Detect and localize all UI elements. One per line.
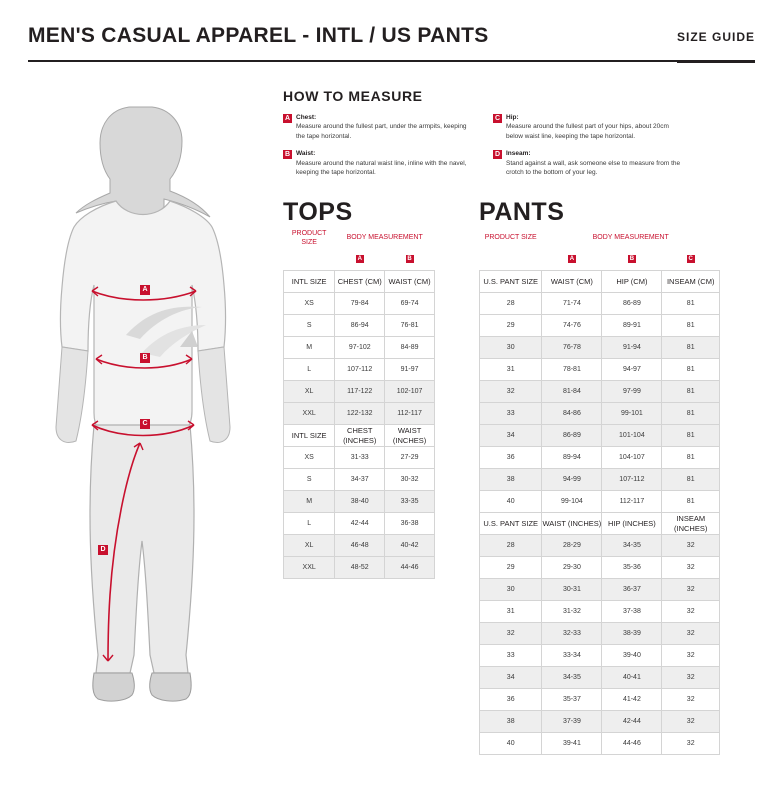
table-row [284,337,435,359]
mannequin-svg [30,95,270,715]
size-guide-underline [677,60,755,63]
cell-hip: 89-91 [602,315,662,337]
cell-size: L [284,359,335,381]
cell-size: XL [284,381,335,403]
cell-hip: 99-101 [602,403,662,425]
cell-hip: 35-36 [602,557,662,579]
table-row [480,447,720,469]
table-row [480,337,720,359]
page-header [28,18,755,62]
pants-cm-col-size: U.S. PANT SIZE [480,271,542,293]
cell-size: 40 [480,733,542,755]
table-row [284,447,435,469]
measure-tag-b: B [140,353,150,363]
cell-waist: 37-39 [542,711,602,733]
table-row [480,667,720,689]
cell-hip: 36-37 [602,579,662,601]
cell-inseam: 32 [662,535,720,557]
measure-tag-a: A [140,285,150,295]
how-to-item-waist-text: Measure around the natural waist line, inline with the navel, keeping the tape horizontal. [296,159,467,177]
cell-size: S [284,469,335,491]
tops-cm-col-size: INTL SIZE [284,271,335,293]
table-row [480,601,720,623]
cell-size: M [284,491,335,513]
cell-size: 32 [480,381,542,403]
cell-chest: 79-84 [335,293,385,315]
cell-waist: 28-29 [542,535,602,557]
cell-waist: 29-30 [542,557,602,579]
cell-waist: 94-99 [542,469,602,491]
pants-in-col-waist: WAIST (INCHES) [542,513,602,535]
cell-waist: 99-104 [542,491,602,513]
table-row [480,623,720,645]
table-row [480,425,720,447]
header-divider [28,60,755,62]
cell-waist: 31-32 [542,601,602,623]
cell-waist: 81-84 [542,381,602,403]
cell-inseam: 32 [662,557,720,579]
cell-inseam: 81 [662,491,720,513]
cell-chest: 107-112 [335,359,385,381]
pants-section-title: PANTS [479,198,565,226]
cell-size: 40 [480,491,542,513]
cell-size: 30 [480,337,542,359]
table-row [480,359,720,381]
cell-hip: 112-117 [602,491,662,513]
cell-hip: 94-97 [602,359,662,381]
pants-in-col-inseam: INSEAM (INCHES) [662,513,720,535]
cell-waist: 39-41 [542,733,602,755]
cell-inseam: 81 [662,425,720,447]
cell-size: 33 [480,403,542,425]
cell-waist: 32-33 [542,623,602,645]
tops-section-title: TOPS [283,198,353,226]
cell-waist: 27-29 [385,447,435,469]
table-row [480,579,720,601]
cell-waist: 40-42 [385,535,435,557]
cell-hip: 104-107 [602,447,662,469]
how-to-item-waist [283,149,473,177]
cell-chest: 31-33 [335,447,385,469]
pants-header-product-size: PRODUCT SIZE [484,234,537,242]
tops-in-col-waist: WAIST (INCHES) [385,425,435,447]
how-to-item-chest-label: Chest: [296,114,317,121]
cell-chest: 42-44 [335,513,385,535]
cell-size: XS [284,447,335,469]
cell-inseam: 32 [662,601,720,623]
table-row [284,469,435,491]
cell-inseam: 81 [662,469,720,491]
table-row [480,381,720,403]
table-row [284,403,435,425]
cell-size: XXL [284,557,335,579]
cell-hip: 97-99 [602,381,662,403]
cell-waist: 36-38 [385,513,435,535]
pants-in-col-hip: HIP (INCHES) [602,513,662,535]
cell-inseam: 32 [662,711,720,733]
table-row [480,469,720,491]
cell-chest: 97-102 [335,337,385,359]
table-row [284,513,435,535]
how-to-item-hip-text: Measure around the fullest part of your hips, about 20cm below waist line, keeping the tape horizontal. [506,123,669,140]
cell-inseam: 32 [662,623,720,645]
how-to-item-inseam [493,149,683,177]
pants-tag-b: B [629,256,635,262]
pants-header-body-measurement: BODY MEASUREMENT [592,234,669,242]
cell-waist: 30-32 [385,469,435,491]
cell-inseam: 32 [662,667,720,689]
table-row [284,491,435,513]
cell-hip: 39-40 [602,645,662,667]
tops-size-table [283,228,435,579]
cell-waist: 89-94 [542,447,602,469]
cell-waist: 69-74 [385,293,435,315]
table-row [480,711,720,733]
cell-chest: 86-94 [335,315,385,337]
how-to-measure-heading: HOW TO MEASURE [283,88,423,104]
cell-hip: 38-39 [602,623,662,645]
cell-size: 30 [480,579,542,601]
cell-waist: 30-31 [542,579,602,601]
how-to-item-hip-label: Hip: [506,114,519,121]
pants-in-col-size: U.S. PANT SIZE [480,513,542,535]
cell-size: 36 [480,447,542,469]
tag-c-icon: C [494,115,501,122]
table-row [480,733,720,755]
cell-inseam: 32 [662,579,720,601]
table-row [480,557,720,579]
cell-size: 31 [480,601,542,623]
pants-cm-col-inseam: INSEAM (CM) [662,271,720,293]
cell-inseam: 32 [662,733,720,755]
cell-size: 38 [480,711,542,733]
cell-inseam: 81 [662,337,720,359]
cell-chest: 117-122 [335,381,385,403]
table-row [480,491,720,513]
cell-size: XS [284,293,335,315]
measure-tag-d: D [98,545,108,555]
how-to-item-inseam-text: Stand against a wall, ask someone else to measure from the crotch to the bottom of your leg. [506,159,681,177]
cell-inseam: 32 [662,689,720,711]
how-to-item-hip [493,113,683,141]
pants-tag-c: C [688,256,693,262]
cell-hip: 41-42 [602,689,662,711]
tops-tag-a: A [357,256,362,262]
tops-header-body-measurement: BODY MEASUREMENT [346,234,423,242]
how-to-item-waist-label: Waist: [296,150,316,158]
cell-size: M [284,337,335,359]
cell-size: 31 [480,359,542,381]
cell-size: 36 [480,689,542,711]
cell-inseam: 81 [662,293,720,315]
cell-inseam: 81 [662,403,720,425]
cell-waist: 34-35 [542,667,602,689]
how-to-item-chest [283,113,473,141]
cell-waist: 84-86 [542,403,602,425]
cell-waist: 44-46 [385,557,435,579]
tag-d-icon: D [494,151,501,159]
cell-size: 34 [480,667,542,689]
how-to-item-chest-text: Measure around the fullest part, under the armpits, keeping the tape horizontal. [296,123,467,140]
model-illustration [30,95,270,715]
how-to-measure-section [283,88,753,186]
cell-inseam: 81 [662,447,720,469]
cell-size: XL [284,535,335,557]
cell-hip: 91-94 [602,337,662,359]
how-to-measure-column-right [493,113,683,186]
cell-hip: 107-112 [602,469,662,491]
table-row [284,293,435,315]
cell-size: 29 [480,315,542,337]
cell-size: 33 [480,645,542,667]
size-guide-label: SIZE GUIDE [676,30,755,44]
cell-inseam: 32 [662,645,720,667]
pants-size-table [479,228,720,755]
cell-waist: 84-89 [385,337,435,359]
cell-waist: 76-81 [385,315,435,337]
tops-header-product-size: PRODUCT SIZE [291,229,327,246]
cell-hip: 86-89 [602,293,662,315]
cell-chest: 38-40 [335,491,385,513]
cell-hip: 101-104 [602,425,662,447]
cell-hip: 40-41 [602,667,662,689]
cell-size: 28 [480,535,542,557]
cell-hip: 37-38 [602,601,662,623]
cell-waist: 78-81 [542,359,602,381]
cell-size: 34 [480,425,542,447]
table-row [284,359,435,381]
table-row [284,557,435,579]
table-row [284,315,435,337]
table-row [480,293,720,315]
cell-waist: 91-97 [385,359,435,381]
cell-waist: 71-74 [542,293,602,315]
cell-size: S [284,315,335,337]
table-row [480,315,720,337]
tops-cm-col-waist: WAIST (CM) [385,271,435,293]
measure-tag-c: C [140,419,150,429]
table-row [284,381,435,403]
cell-size: XXL [284,403,335,425]
cell-waist: 33-34 [542,645,602,667]
cell-size: L [284,513,335,535]
cell-hip: 44-46 [602,733,662,755]
tag-a-icon: A [284,115,291,122]
cell-inseam: 81 [662,359,720,381]
tops-tag-b: B [407,256,412,262]
tops-in-col-size: INTL SIZE [284,425,335,447]
tag-b-icon: B [284,151,291,159]
pants-cm-col-waist: WAIST (CM) [542,271,602,293]
cell-waist: 102-107 [385,381,435,403]
cell-hip: 42-44 [602,711,662,733]
cell-hip: 34-35 [602,535,662,557]
how-to-item-inseam-label: Inseam: [506,150,531,158]
table-row [480,645,720,667]
table-row [480,689,720,711]
cell-size: 32 [480,623,542,645]
cell-waist: 86-89 [542,425,602,447]
table-row [480,535,720,557]
cell-inseam: 81 [662,315,720,337]
cell-size: 29 [480,557,542,579]
cell-waist: 33-35 [385,491,435,513]
cell-waist: 112-117 [385,403,435,425]
table-row [284,535,435,557]
cell-size: 28 [480,293,542,315]
cell-chest: 122-132 [335,403,385,425]
cell-waist: 76-78 [542,337,602,359]
pants-tag-a: A [569,256,575,262]
how-to-measure-column-left [283,113,473,186]
cell-chest: 46-48 [335,535,385,557]
tops-in-col-chest: CHEST (INCHES) [335,425,385,447]
cell-chest: 34-37 [335,469,385,491]
cell-size: 38 [480,469,542,491]
cell-waist: 35-37 [542,689,602,711]
table-row [480,403,720,425]
tops-cm-col-chest: CHEST (CM) [335,271,385,293]
cell-inseam: 81 [662,381,720,403]
cell-waist: 74-76 [542,315,602,337]
page-title: MEN'S CASUAL APPAREL - INTL / US PANTS [28,24,489,47]
cell-chest: 48-52 [335,557,385,579]
pants-cm-col-hip: HIP (CM) [602,271,662,293]
